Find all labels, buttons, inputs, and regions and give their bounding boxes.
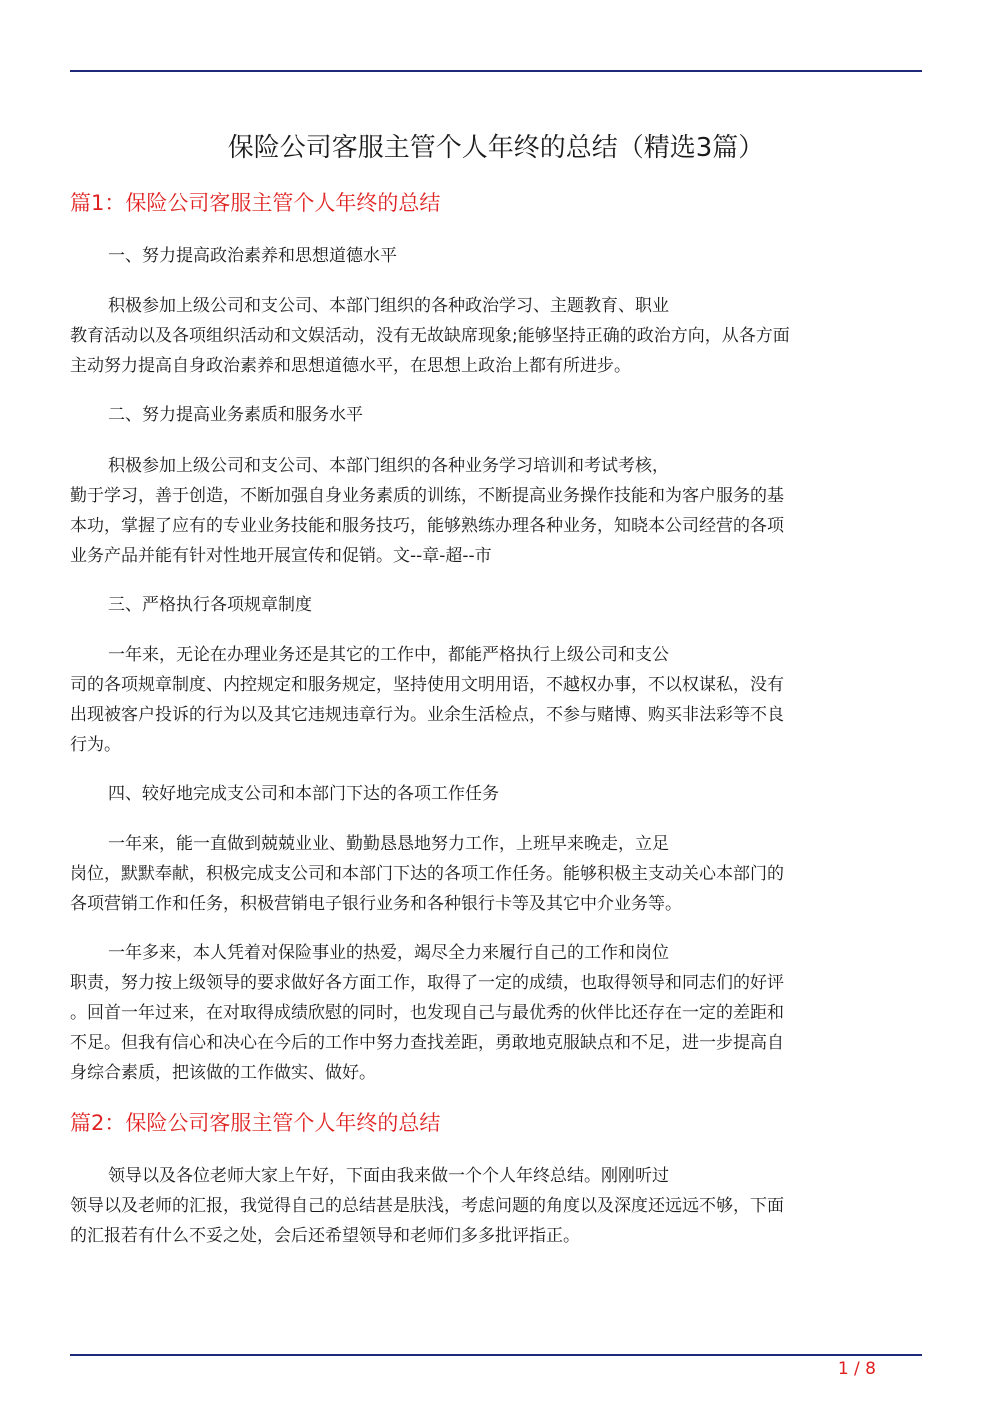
subheading-3: 三、严格执行各项规章制度 — [108, 595, 312, 615]
paragraph-line: 。回首一年过来，在对取得成绩欣慰的同时，也发现自己与最优秀的伙伴比还存在一定的差距和 — [70, 1003, 784, 1023]
page-title: 保险公司客服主管个人年终的总结（精选3篇） — [227, 133, 765, 163]
subheading-1: 一、努力提高政治素养和思想道德水平 — [108, 246, 397, 266]
paragraph — [70, 1161, 922, 1251]
paragraph-line: 业务产品并能有针对性地开展宣传和促销。文--章-超--市 — [70, 546, 492, 566]
paragraph-line: 一年来，无论在办理业务还是其它的工作中，都能严格执行上级公司和支公 — [108, 645, 669, 665]
section-heading-1: 篇1：保险公司客服主管个人年终的总结 — [70, 191, 441, 215]
paragraph-line: 本功，掌握了应有的专业业务技能和服务技巧，能够熟练办理各种业务，知晓本公司经营的各项 — [70, 516, 784, 536]
subheading-2: 二、努力提高业务素质和服务水平 — [108, 405, 363, 425]
paragraph-line: 出现被客户投诉的行为以及其它违规违章行为。业余生活检点，不参与赌博、购买非法彩等不良 — [70, 705, 784, 725]
paragraph-line: 教育活动以及各项组织活动和文娱活动，没有无故缺席现象;能够坚持正确的政治方向，从各方面 — [70, 326, 790, 346]
paragraph-line: 主动努力提高自身政治素养和思想道德水平，在思想上政治上都有所进步。 — [70, 356, 631, 376]
paragraph-line: 行为。 — [70, 735, 121, 755]
paragraph-line: 一年来，能一直做到兢兢业业、勤勤恳恳地努力工作，上班早来晚走，立足 — [108, 834, 669, 854]
paragraph-line: 一年多来，本人凭着对保险事业的热爱，竭尽全力来履行自己的工作和岗位 — [108, 943, 669, 963]
section-heading-2: 篇2：保险公司客服主管个人年终的总结 — [70, 1111, 441, 1135]
header-rule — [70, 70, 922, 72]
footer-rule — [70, 1354, 922, 1356]
subheading-4: 四、较好地完成支公司和本部门下达的各项工作任务 — [108, 784, 499, 804]
paragraph — [70, 829, 922, 919]
paragraph — [70, 938, 922, 1088]
paragraph — [70, 291, 922, 381]
paragraph — [70, 451, 922, 571]
paragraph-line: 不足。但我有信心和决心在今后的工作中努力查找差距，勇敢地克服缺点和不足，进一步提高自 — [70, 1033, 784, 1053]
paragraph-line: 职责，努力按上级领导的要求做好各方面工作，取得了一定的成绩，也取得领导和同志们的好评 — [70, 973, 784, 993]
paragraph-line: 的汇报若有什么不妥之处，会后还希望领导和老师们多多批评指正。 — [70, 1226, 580, 1246]
paragraph-line: 领导以及各位老师大家上午好，下面由我来做一个个人年终总结。刚刚听过 — [108, 1166, 669, 1186]
paragraph — [70, 640, 922, 760]
paragraph-line: 各项营销工作和任务，积极营销电子银行业务和各种银行卡等及其它中介业务等。 — [70, 894, 682, 914]
paragraph-line: 身综合素质，把该做的工作做实、做好。 — [70, 1063, 376, 1083]
paragraph-line: 勤于学习，善于创造，不断加强自身业务素质的训练，不断提高业务操作技能和为客户服务的基 — [70, 486, 784, 506]
paragraph-line: 岗位，默默奉献，积极完成支公司和本部门下达的各项工作任务。能够积极主支动关心本部门的 — [70, 864, 784, 884]
paragraph-line: 司的各项规章制度、内控规定和服务规定，坚持使用文明用语，不越权办事，不以权谋私，没有 — [70, 675, 784, 695]
page-number: 1 / 8 — [837, 1359, 876, 1379]
paragraph-line: 积极参加上级公司和支公司、本部门组织的各种政治学习、主题教育、职业 — [108, 296, 669, 316]
paragraph-line: 领导以及老师的汇报，我觉得自己的总结甚是肤浅，考虑问题的角度以及深度还远远不够，下面 — [70, 1196, 784, 1216]
paragraph-line: 积极参加上级公司和支公司、本部门组织的各种业务学习培训和考试考核， — [108, 456, 669, 476]
